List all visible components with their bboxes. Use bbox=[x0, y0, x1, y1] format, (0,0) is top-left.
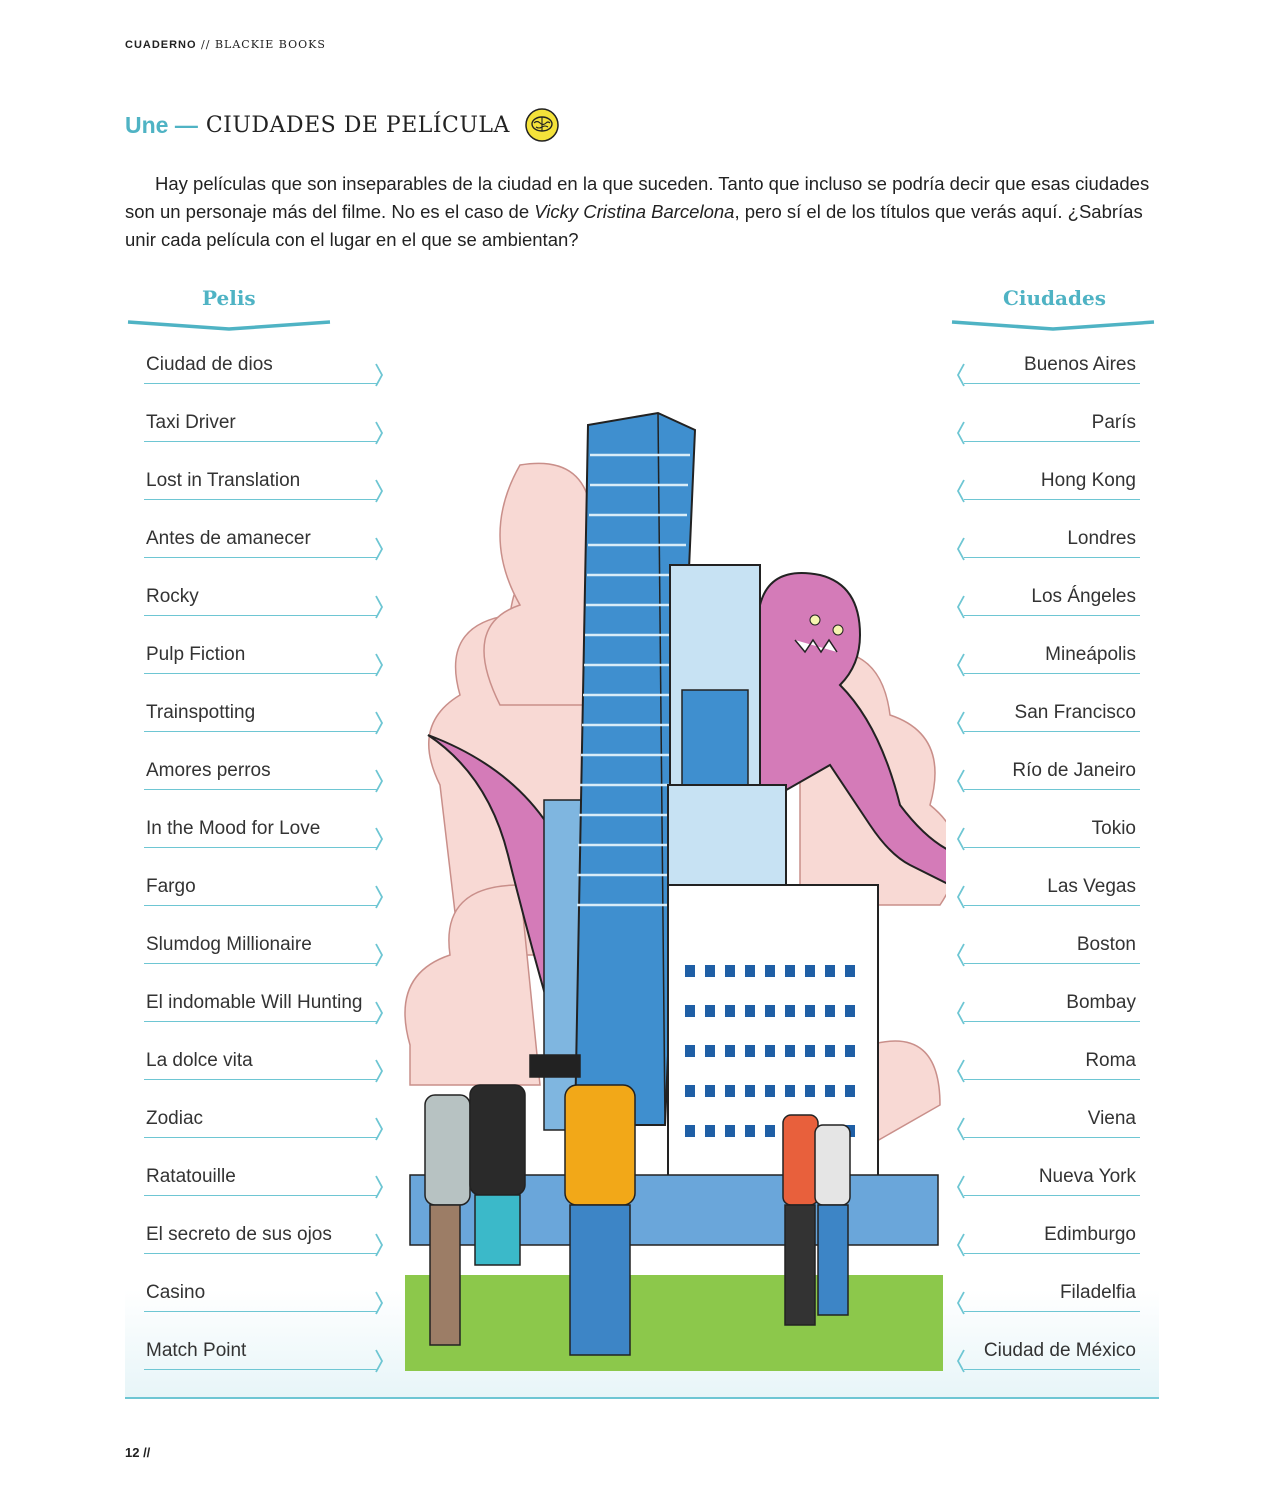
brain-icon bbox=[524, 107, 560, 143]
chevron-left-icon bbox=[956, 884, 966, 910]
chevron-left-icon bbox=[956, 1000, 966, 1026]
chevron-right-icon bbox=[374, 594, 384, 620]
chevron-right-icon bbox=[374, 1348, 384, 1374]
chevron-right-icon bbox=[374, 1000, 384, 1026]
chevron-left-icon bbox=[956, 1116, 966, 1142]
movie-item[interactable]: Ratatouille bbox=[144, 1164, 384, 1196]
city-item[interactable]: Edimburgo bbox=[956, 1222, 1140, 1254]
chevron-right-icon bbox=[374, 1174, 384, 1200]
movie-item[interactable]: Taxi Driver bbox=[144, 410, 384, 442]
movies-heading-underline bbox=[126, 318, 332, 332]
chevron-left-icon bbox=[956, 536, 966, 562]
chevron-left-icon bbox=[956, 1232, 966, 1258]
chevron-left-icon bbox=[956, 594, 966, 620]
movie-item[interactable]: Trainspotting bbox=[144, 700, 384, 732]
city-item[interactable]: París bbox=[956, 410, 1140, 442]
chevron-right-icon bbox=[374, 826, 384, 852]
chevron-right-icon bbox=[374, 1290, 384, 1316]
city-item[interactable]: Los Ángeles bbox=[956, 584, 1140, 616]
cities-heading: Ciudades bbox=[1003, 286, 1106, 310]
chevron-right-icon bbox=[374, 710, 384, 736]
city-item[interactable]: Viena bbox=[956, 1106, 1140, 1138]
grass bbox=[405, 1275, 943, 1371]
chevron-right-icon bbox=[374, 1232, 384, 1258]
movie-item[interactable]: El secreto de sus ojos bbox=[144, 1222, 384, 1254]
movie-item[interactable]: Lost in Translation bbox=[144, 468, 384, 500]
chevron-left-icon bbox=[956, 768, 966, 794]
movie-item[interactable]: Rocky bbox=[144, 584, 384, 616]
cities-heading-underline bbox=[950, 318, 1156, 332]
title-prefix: Une — bbox=[125, 111, 198, 138]
city-item[interactable]: Buenos Aires bbox=[956, 352, 1140, 384]
section-title bbox=[125, 108, 560, 142]
chevron-right-icon bbox=[374, 478, 384, 504]
chevron-left-icon bbox=[956, 942, 966, 968]
city-item[interactable]: Londres bbox=[956, 526, 1140, 558]
movie-item[interactable]: In the Mood for Love bbox=[144, 816, 384, 848]
movie-item[interactable]: Amores perros bbox=[144, 758, 384, 790]
intro-paragraph bbox=[125, 170, 1160, 254]
movie-item[interactable]: Antes de amanecer bbox=[144, 526, 384, 558]
movie-item[interactable]: Fargo bbox=[144, 874, 384, 906]
city-item[interactable]: San Francisco bbox=[956, 700, 1140, 732]
movie-item[interactable]: Zodiac bbox=[144, 1106, 384, 1138]
movie-item[interactable]: Ciudad de dios bbox=[144, 352, 384, 384]
chevron-left-icon bbox=[956, 1290, 966, 1316]
intro-text-after: , pero sí el de los títulos que verás aquí. ¿Sabrías unir cada película con el lugar en el que se ambientan? bbox=[125, 201, 1143, 250]
bottom-rule bbox=[125, 1397, 1159, 1399]
title-main: CIUDADES DE PELÍCULA bbox=[205, 112, 510, 138]
city-item[interactable]: Boston bbox=[956, 932, 1140, 964]
chevron-left-icon bbox=[956, 478, 966, 504]
chevron-right-icon bbox=[374, 884, 384, 910]
running-header bbox=[125, 38, 326, 51]
brand-main: CUADERNO bbox=[125, 39, 197, 51]
movie-item[interactable]: Pulp Fiction bbox=[144, 642, 384, 674]
city-item[interactable]: Ciudad de México bbox=[956, 1338, 1140, 1370]
chevron-right-icon bbox=[374, 536, 384, 562]
chevron-left-icon bbox=[956, 362, 966, 388]
city-item[interactable]: Mineápolis bbox=[956, 642, 1140, 674]
movie-item[interactable]: Slumdog Millionaire bbox=[144, 932, 384, 964]
chevron-left-icon bbox=[956, 1058, 966, 1084]
city-item[interactable]: Filadelfia bbox=[956, 1280, 1140, 1312]
intro-text-before: Hay películas que son inseparables de la ciudad en la que suceden. Tanto que incluso se podría decir que esas ciudades son un personaje más del filme. No es el caso de bbox=[125, 173, 1150, 222]
chevron-left-icon bbox=[956, 826, 966, 852]
chevron-right-icon bbox=[374, 652, 384, 678]
chevron-left-icon bbox=[956, 420, 966, 446]
chevron-right-icon bbox=[374, 1116, 384, 1142]
movie-item[interactable]: La dolce vita bbox=[144, 1048, 384, 1080]
city-item[interactable]: Bombay bbox=[956, 990, 1140, 1022]
city-item[interactable]: Hong Kong bbox=[956, 468, 1140, 500]
chevron-left-icon bbox=[956, 1174, 966, 1200]
chevron-right-icon bbox=[374, 1058, 384, 1084]
chevron-right-icon bbox=[374, 362, 384, 388]
city-item[interactable]: Roma bbox=[956, 1048, 1140, 1080]
city-illustration bbox=[400, 405, 946, 1375]
page-number: 12 // bbox=[125, 1445, 151, 1460]
movie-item[interactable]: Casino bbox=[144, 1280, 384, 1312]
movies-heading: Pelis bbox=[202, 286, 256, 310]
chevron-left-icon bbox=[956, 710, 966, 736]
movie-item[interactable]: Match Point bbox=[144, 1338, 384, 1370]
city-item[interactable]: Nueva York bbox=[956, 1164, 1140, 1196]
city-item[interactable]: Las Vegas bbox=[956, 874, 1140, 906]
chevron-right-icon bbox=[374, 768, 384, 794]
brand-sub: BLACKIE BOOKS bbox=[214, 38, 326, 51]
movie-item[interactable]: El indomable Will Hunting bbox=[144, 990, 384, 1022]
brand-separator: // bbox=[196, 38, 215, 51]
city-item[interactable]: Tokio bbox=[956, 816, 1140, 848]
intro-italic-title: Vicky Cristina Barcelona bbox=[534, 201, 735, 222]
city-item[interactable]: Río de Janeiro bbox=[956, 758, 1140, 790]
chevron-right-icon bbox=[374, 942, 384, 968]
chevron-right-icon bbox=[374, 420, 384, 446]
chevron-left-icon bbox=[956, 1348, 966, 1374]
chevron-left-icon bbox=[956, 652, 966, 678]
